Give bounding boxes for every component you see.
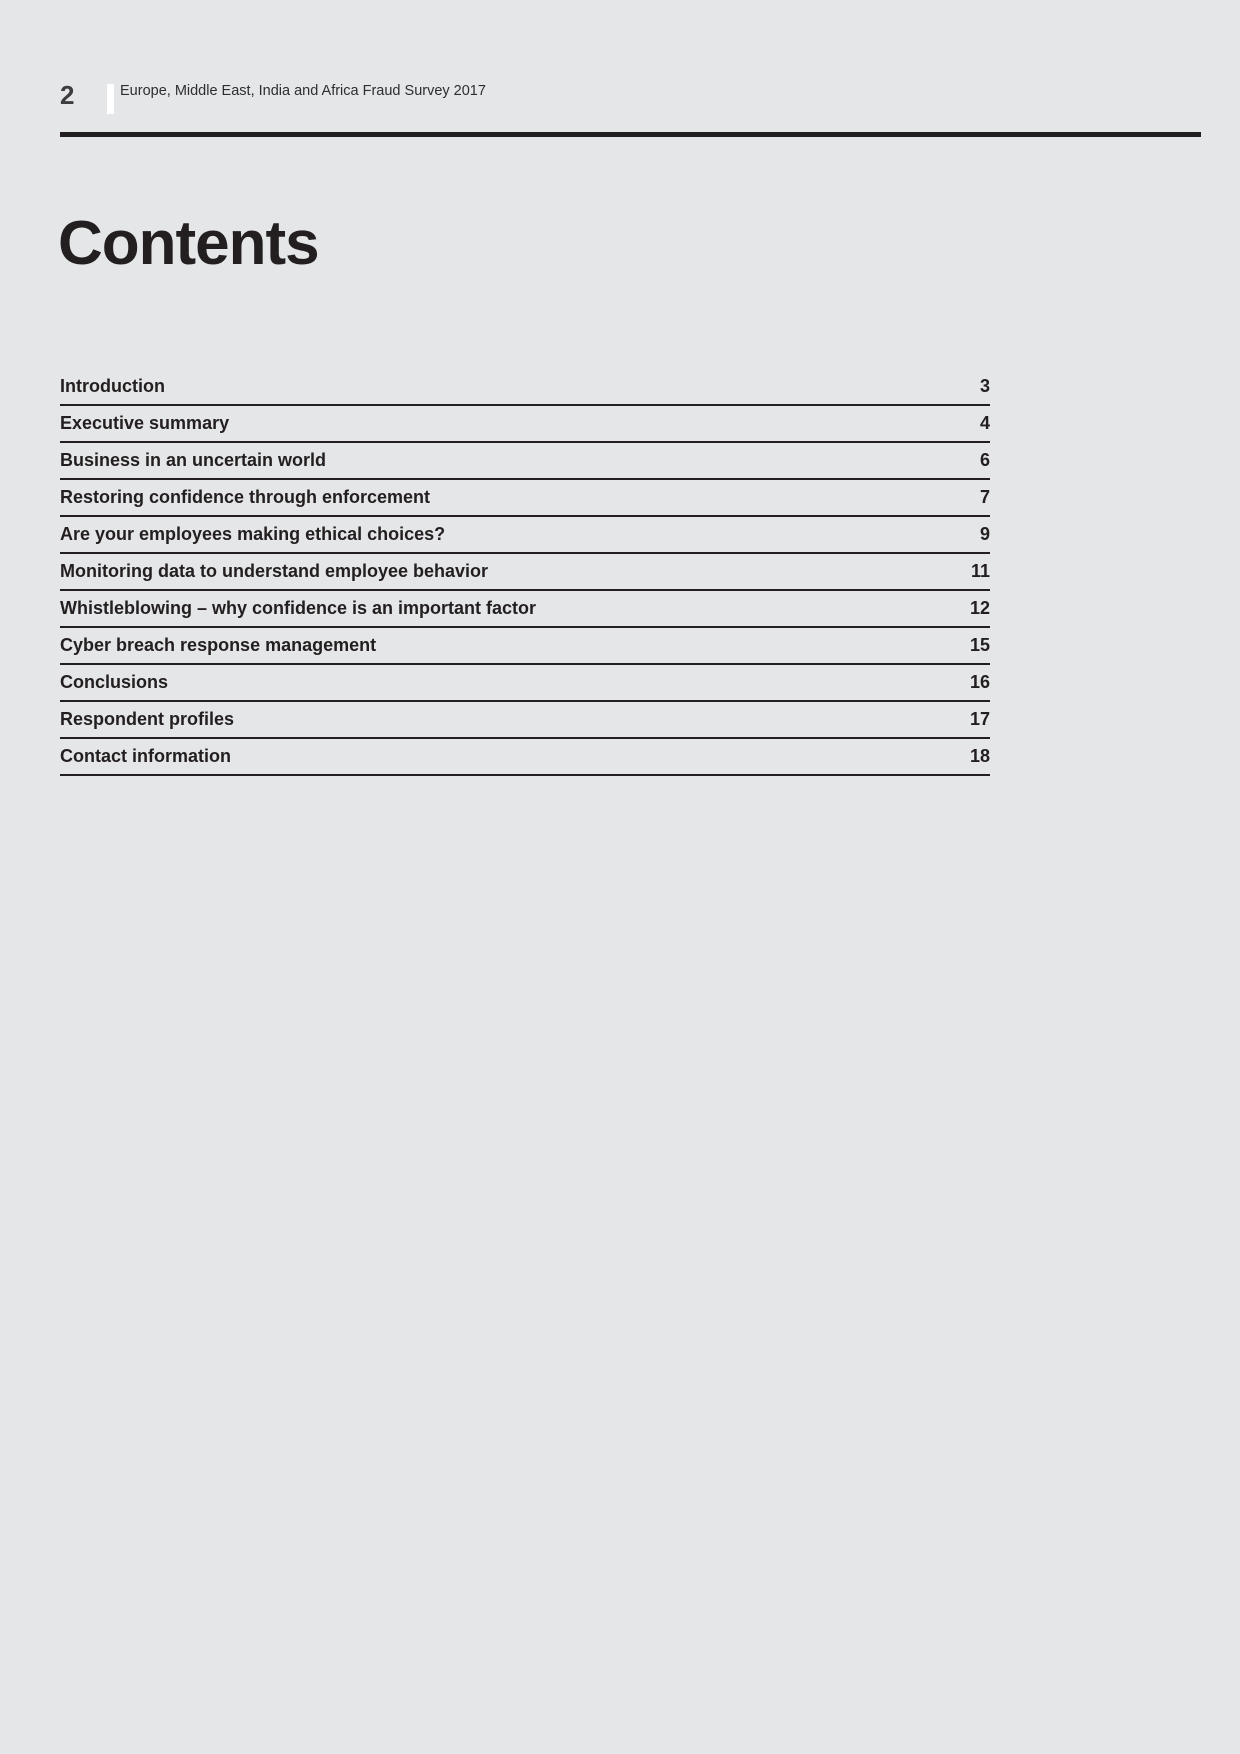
page-title: Contents: [58, 209, 319, 278]
toc-item-restoring-confidence[interactable]: [60, 480, 990, 517]
page-number: 2: [60, 80, 75, 110]
toc-item-label: Conclusions: [60, 672, 169, 692]
toc-item-ethical-choices[interactable]: [60, 517, 990, 554]
toc-item-introduction[interactable]: [60, 369, 990, 406]
toc-item-contact-information[interactable]: [60, 739, 990, 776]
toc-item-whistleblowing[interactable]: [60, 591, 990, 628]
toc-item-label: Restoring confidence through enforcement: [60, 487, 431, 507]
toc-item-label: Respondent profiles: [60, 709, 235, 729]
toc-item-label: Executive summary: [60, 413, 230, 433]
header-accent-bar: [107, 84, 114, 114]
toc-item-page: 6: [979, 450, 990, 470]
header-divider: [60, 132, 1201, 137]
toc-item-label: Business in an uncertain world: [60, 450, 327, 470]
toc-item-page: 7: [979, 487, 990, 507]
document-title: Europe, Middle East, India and Africa Fraud Survey 2017: [120, 83, 486, 99]
toc-item-page: 17: [969, 709, 990, 729]
toc-item-label: Monitoring data to understand employee behavior: [60, 561, 489, 581]
toc-item-monitoring-data[interactable]: [60, 554, 990, 591]
toc-item-label: Whistleblowing – why confidence is an important factor: [60, 598, 537, 618]
toc-item-label: Contact information: [60, 746, 231, 766]
toc-item-respondent-profiles[interactable]: [60, 702, 990, 739]
toc-item-label: Cyber breach response management: [60, 635, 377, 655]
toc-item-page: 12: [969, 598, 990, 618]
toc-item-business-uncertain-world[interactable]: [60, 443, 990, 480]
toc-item-page: 11: [970, 561, 990, 581]
toc-item-executive-summary[interactable]: [60, 406, 990, 443]
toc-item-page: 16: [969, 672, 990, 692]
page-header: [60, 78, 1201, 138]
toc-item-page: 4: [979, 413, 990, 433]
toc-item-page: 18: [969, 746, 990, 766]
toc-item-page: 3: [979, 376, 990, 396]
toc-item-label: Introduction: [60, 376, 165, 396]
toc-item-page: 9: [979, 524, 990, 544]
toc-item-label: Are your employees making ethical choices?: [60, 524, 446, 544]
toc-item-page: 15: [969, 635, 990, 655]
toc-item-conclusions[interactable]: [60, 665, 990, 702]
toc-item-cyber-breach[interactable]: [60, 628, 990, 665]
table-of-contents: [60, 369, 990, 776]
